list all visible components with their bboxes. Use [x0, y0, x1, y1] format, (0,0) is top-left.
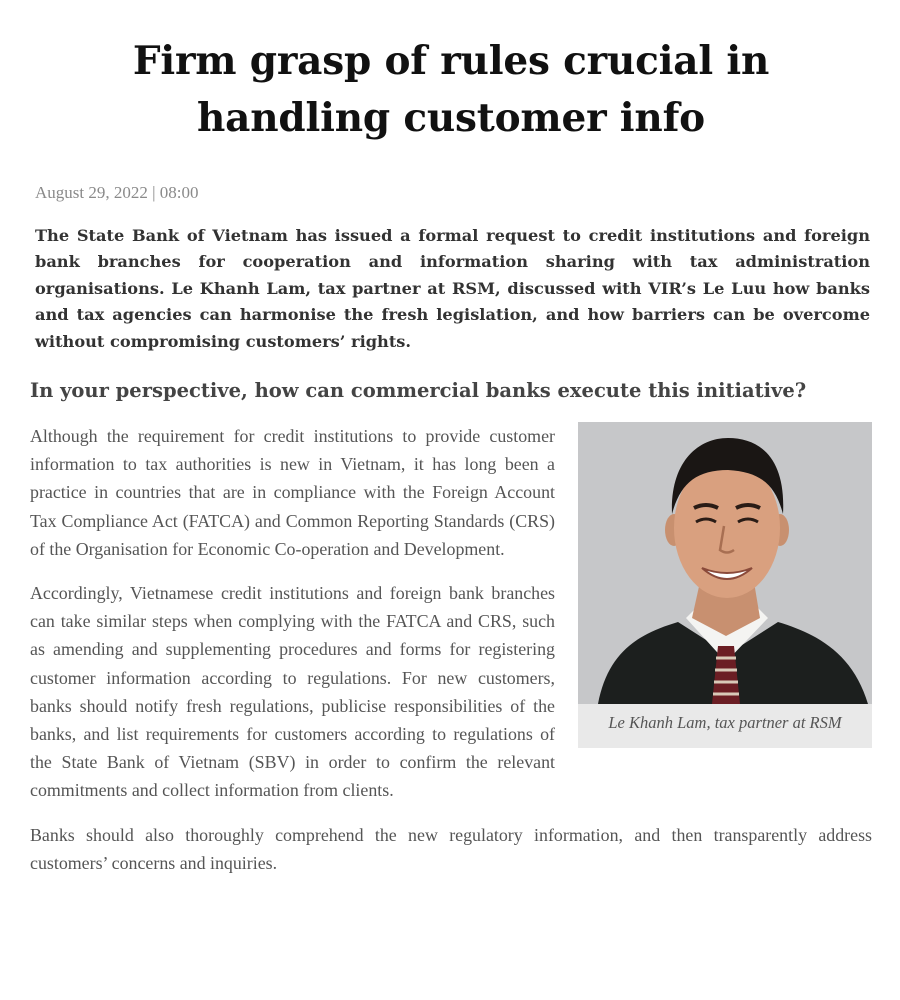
article-title: Firm grasp of rules crucial in handling customer info: [132, 38, 770, 141]
portrait-figure: [578, 422, 872, 748]
interview-question: In your perspective, how can commercial banks execute this initiative?: [30, 379, 807, 403]
paragraph-3: Banks should also thoroughly comprehend the new regulatory information, and then transparently address customers’ concerns and inquiries.: [30, 824, 872, 873]
article-date: August 29, 2022 | 08:00: [35, 183, 199, 202]
article-lead: The State Bank of Vietnam has issued a formal request to credit institutions and foreign bank branches for cooperation and information sharing with tax administration organisations. Le Khanh Lam, tax partner at RSM, discussed with VIR’s Le Luu how banks and tax agencies can harmonise the fresh legislation, and how barriers can be overcome without compromising customers’ rights.: [35, 226, 870, 351]
article: [30, 0, 872, 877]
paragraph-1: Although the requirement for credit institutions to provide customer information to tax authorities is new in Vietnam, it has long been a practice in countries that are in compliance with the Foreign Account Tax Compliance Act (FATCA) and Common Reporting Standards (CRS) of the Organisation for Economic Co-operation and Development.: [30, 426, 555, 559]
portrait-photo: [578, 422, 872, 704]
paragraph-2: Accordingly, Vietnamese credit institutions and foreign bank branches can take similar steps when complying with the FATCA and CRS, such as amending and supplementing procedures and forms for registering customer information according to regulations. For new customers, banks should notify fresh regulations, publicise responsibilities of the banks, and list requirements for customers according to regulations of the State Bank of Vietnam (SBV) in order to confirm the relevant commitments and collect information from clients.: [30, 583, 555, 801]
portrait-caption: Le Khanh Lam, tax partner at RSM: [608, 713, 842, 733]
